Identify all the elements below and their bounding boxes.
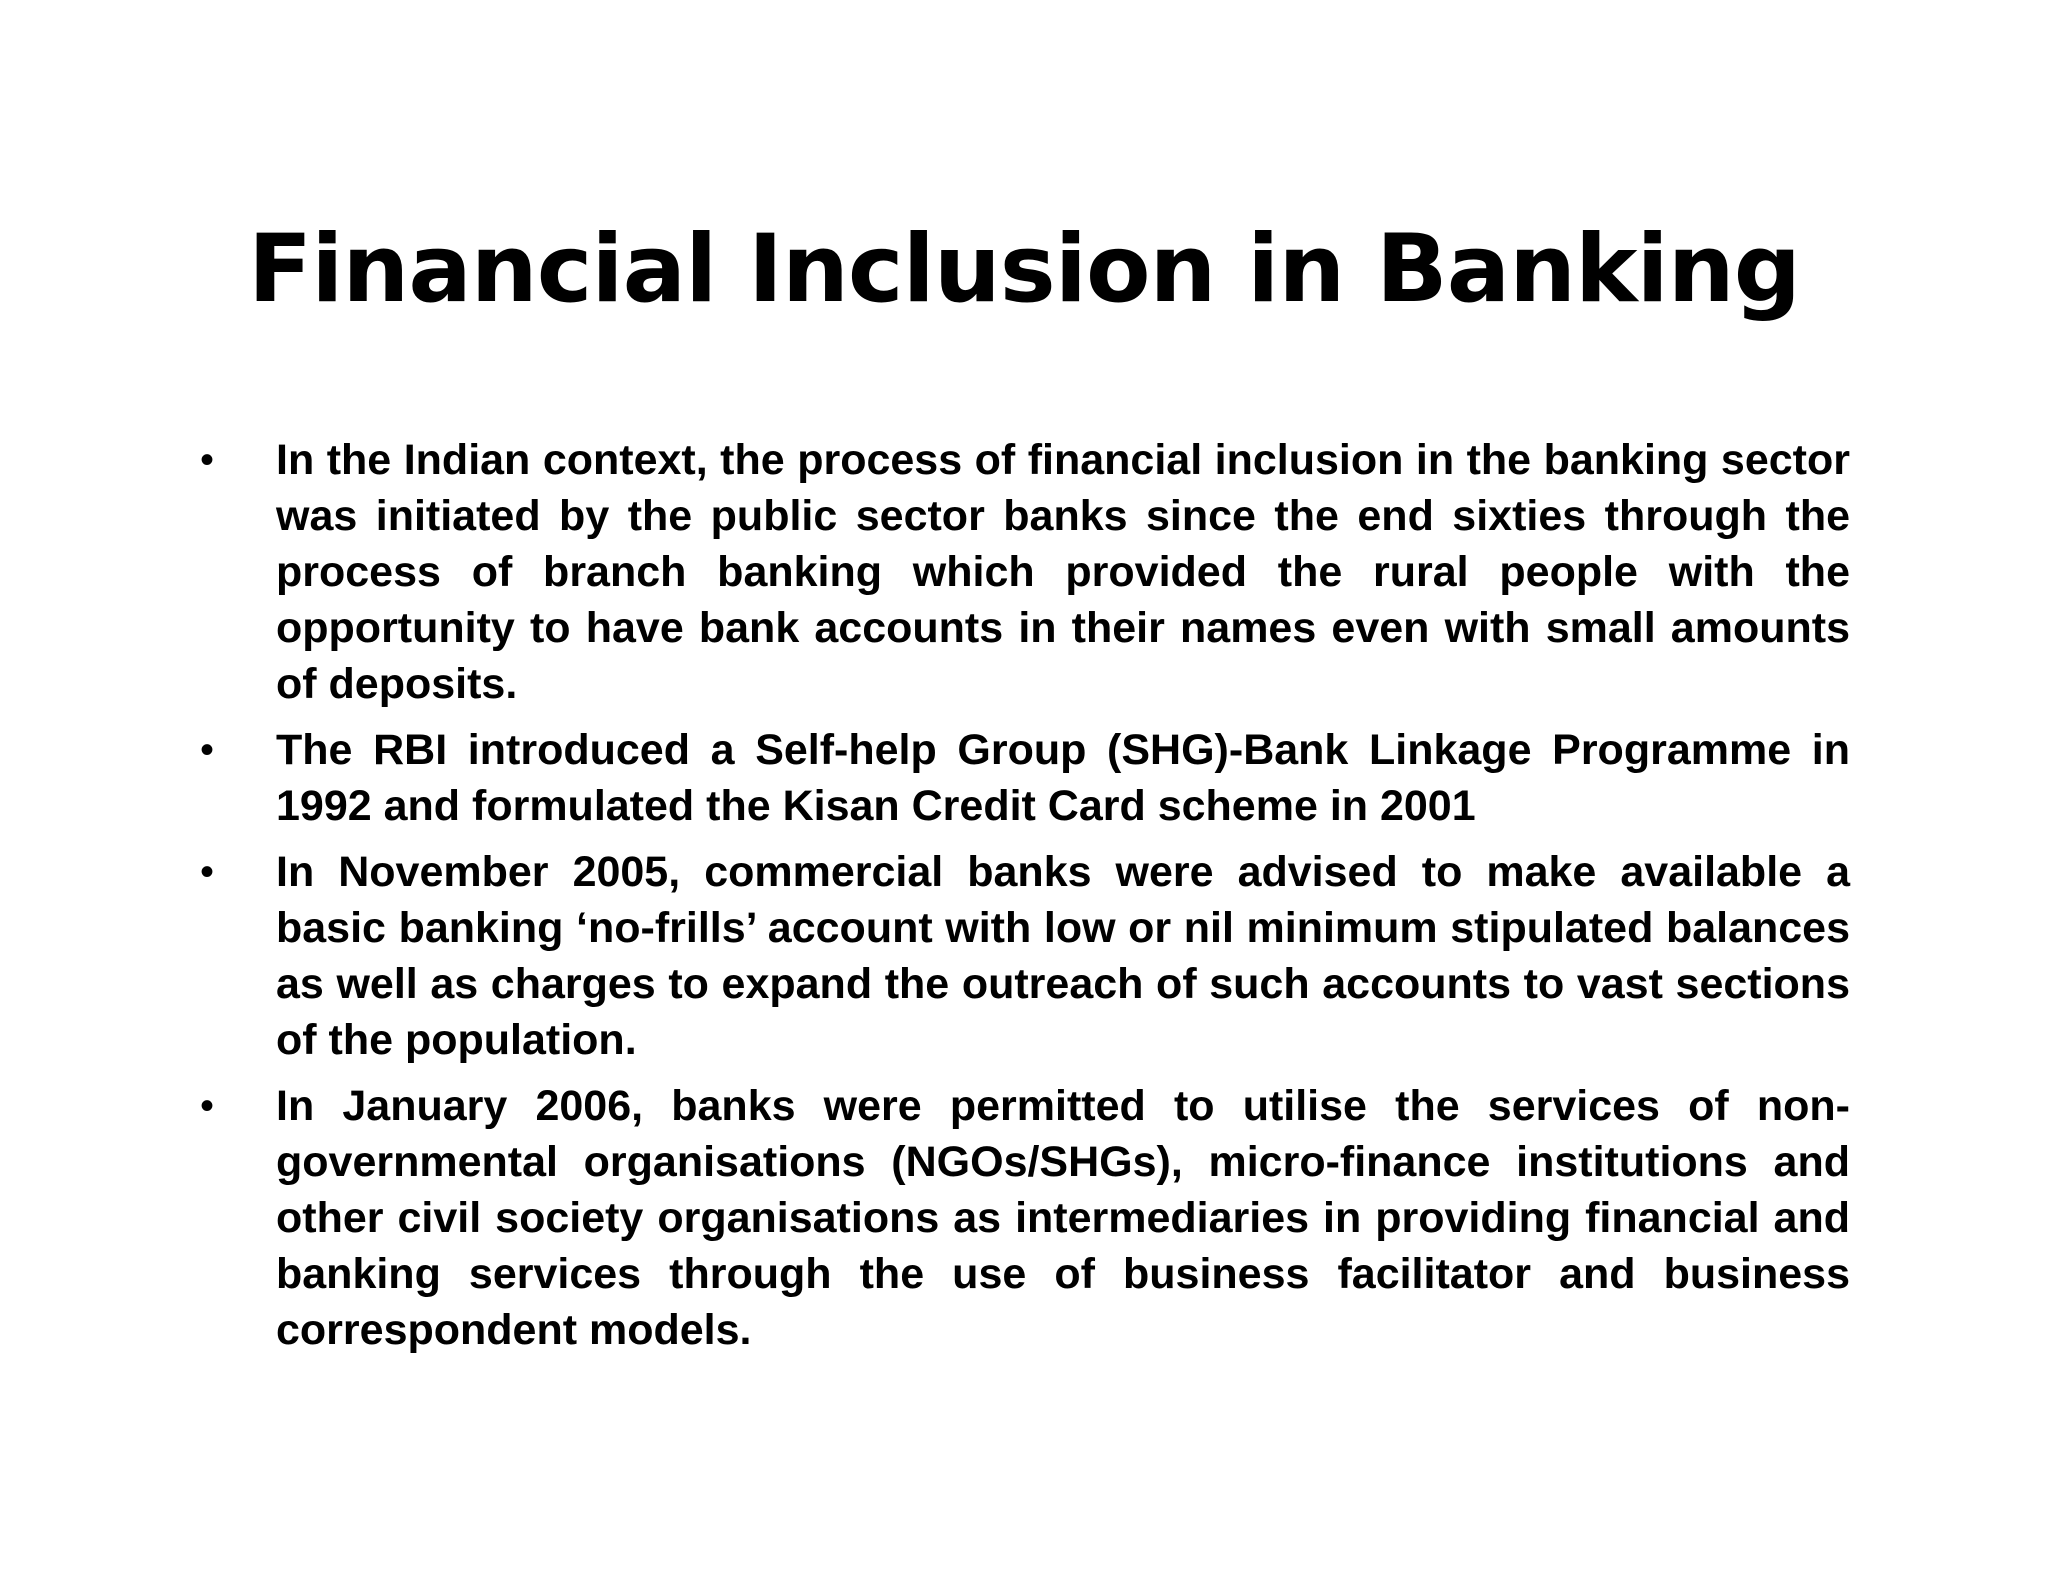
bullet-text: In January 2006, banks were permitted to utilise the services of non-governmental organisations (NGOs/SHGs), micro-finance institutions and other civil society organisations as intermediaries in providing financial and banking services through the use of business facilitator and business correspondent models. (276, 1082, 1850, 1354)
bullet-item-3 (200, 844, 1850, 1068)
bullet-icon: • (200, 850, 215, 894)
bullet-icon: • (200, 438, 215, 482)
slide-title: Financial Inclusion in Banking (248, 215, 1800, 324)
bullet-icon: • (200, 728, 215, 772)
bullet-icon: • (200, 1084, 215, 1128)
bullet-item-4 (200, 1078, 1850, 1358)
bullet-item-2 (200, 722, 1850, 834)
bullet-list (200, 432, 1850, 1368)
bullet-text: In the Indian context, the process of financial inclusion in the banking sector was initiated by the public sector banks since the end sixties through the process of branch banking which provided the rural people with the opportunity to have bank accounts in their names even with small amounts of deposits. (276, 436, 1850, 708)
bullet-text: In November 2005, commercial banks were advised to make available a basic banking ‘no-frills’ account with low or nil minimum stipulated balances as well as charges to expand the outreach of such accounts to vast sections of the population. (276, 848, 1850, 1064)
bullet-text: The RBI introduced a Self-help Group (SHG)-Bank Linkage Programme in 1992 and formulated the Kisan Credit Card scheme in 2001 (276, 726, 1850, 830)
bullet-item-1 (200, 432, 1850, 712)
